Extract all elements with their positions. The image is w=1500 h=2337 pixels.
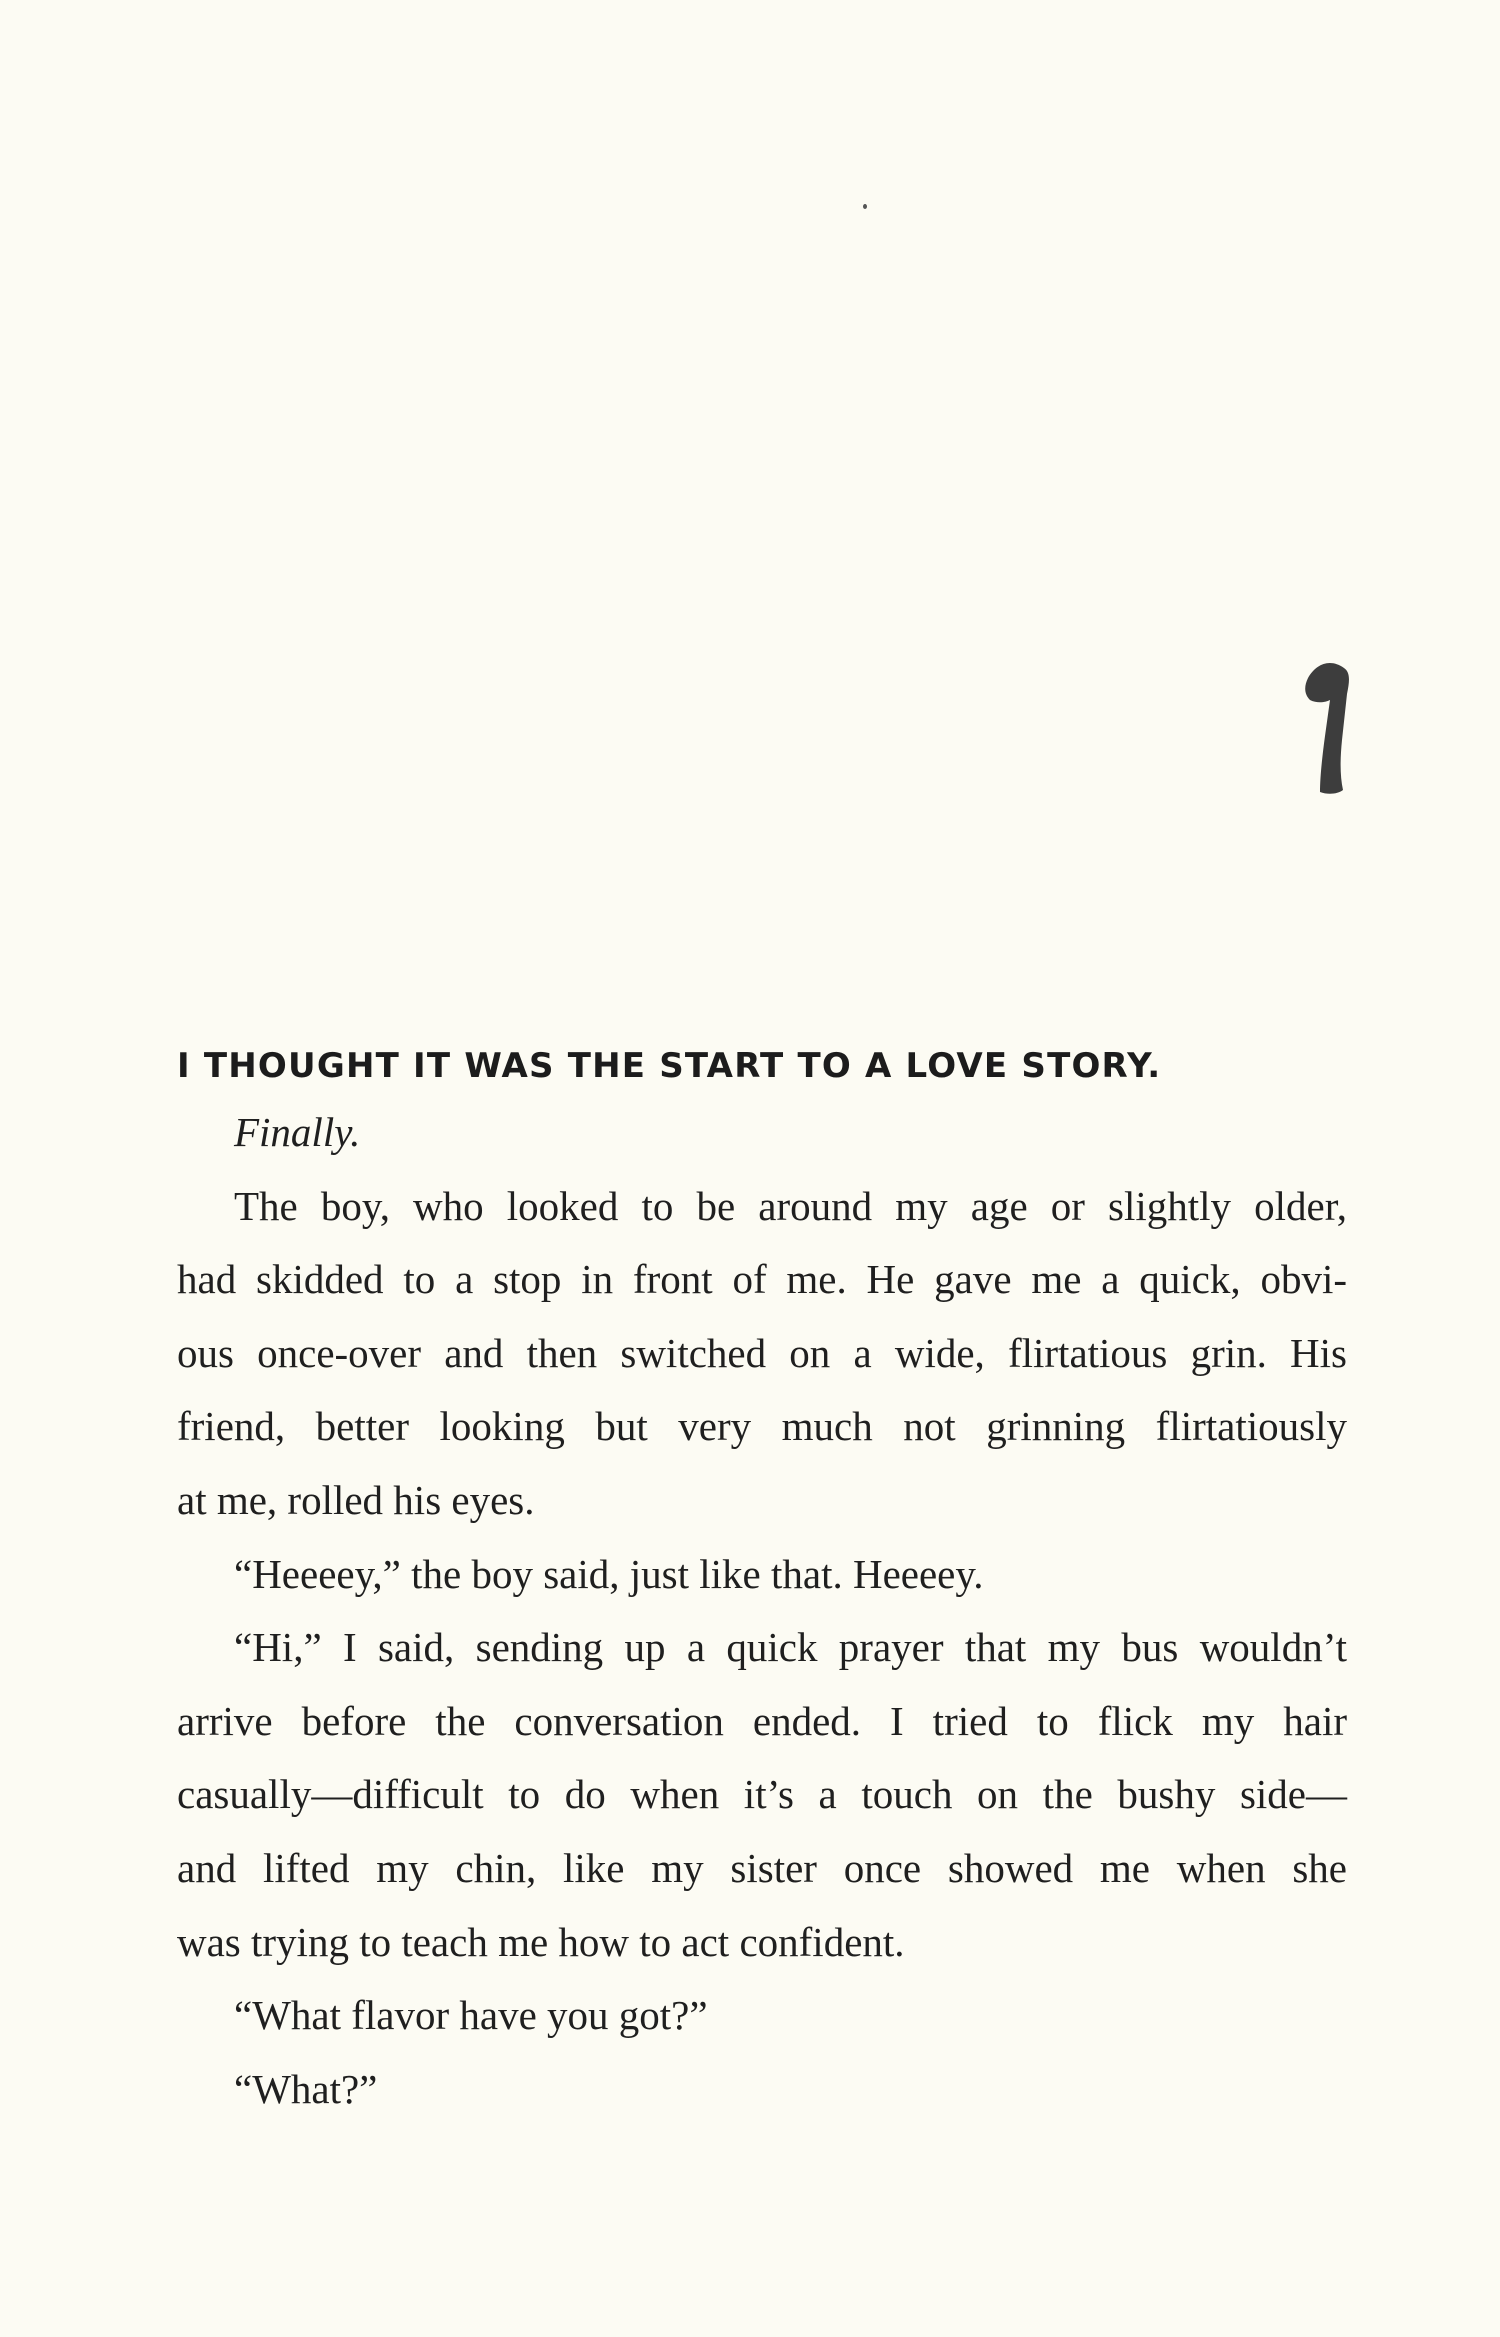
text-line: Finally. xyxy=(234,1109,361,1155)
paragraph-what-flavor xyxy=(177,1979,1347,2053)
text-line: “Hi,” I said, sending up a quick prayer that my bus wouldn’t xyxy=(234,1624,1347,1671)
text-line: was trying to teach me how to act confident. xyxy=(177,1918,905,1965)
text-line: “What?” xyxy=(234,2065,378,2112)
chapter-body xyxy=(177,1096,1347,2126)
text-line: friend, better looking but very much not grinning flirtatiously xyxy=(177,1403,1347,1450)
text-line: had skidded to a stop in front of me. He gave me a quick, obvi- xyxy=(177,1256,1347,1303)
text-line: ous once-over and then switched on a wide, flirtatious grin. His xyxy=(177,1329,1347,1376)
numeral-one-shape xyxy=(1305,663,1349,794)
chapter-number-1 xyxy=(1300,660,1356,796)
text-line: arrive before the conversation ended. I tried to flick my hair xyxy=(177,1697,1347,1744)
text-line: at me, rolled his eyes. xyxy=(177,1476,535,1523)
text-line: The boy, who looked to be around my age or slightly older, xyxy=(234,1182,1347,1229)
text-line: and lifted my chin, like my sister once showed me when she xyxy=(177,1844,1347,1891)
chapter-opening-line: I THOUGHT IT WAS THE START TO A LOVE STORY. xyxy=(177,1046,1162,1086)
paragraph-boy-description xyxy=(177,1170,1347,1538)
paragraph-what xyxy=(177,2053,1347,2127)
paragraph-hi xyxy=(177,1611,1347,1979)
text-line: casually—difficult to do when it’s a touch on the bushy side— xyxy=(177,1771,1347,1818)
paper-speck xyxy=(863,204,867,209)
paragraph-finally xyxy=(177,1096,1347,1170)
text-line: “Heeeey,” the boy said, just like that. Heeeey. xyxy=(234,1550,984,1597)
paragraph-heeeey xyxy=(177,1538,1347,1612)
text-line: “What flavor have you got?” xyxy=(234,1992,708,2039)
